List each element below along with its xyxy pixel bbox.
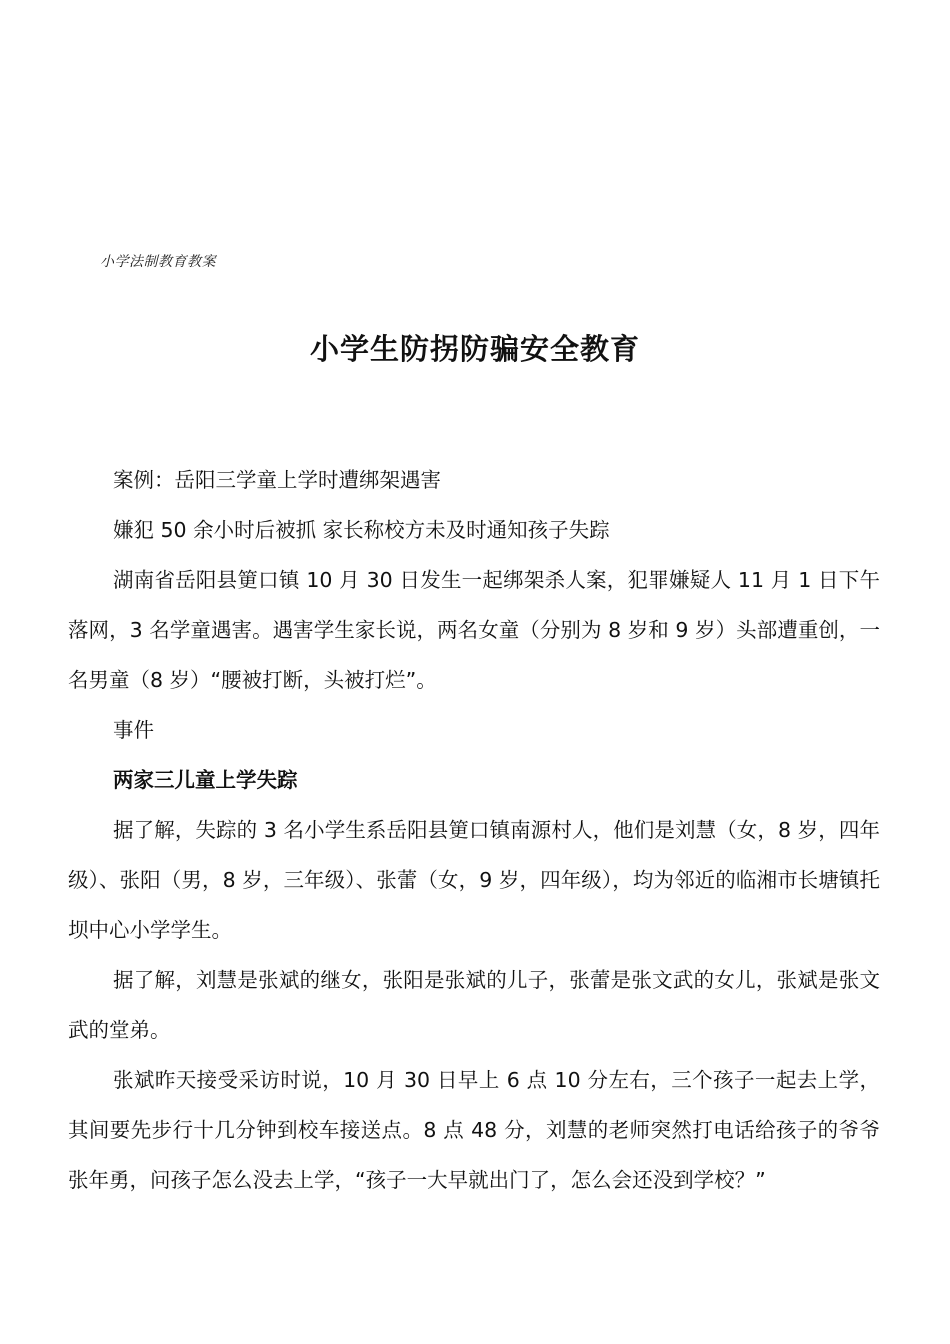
section-label: 事件 <box>113 718 154 742</box>
document-title: 小学生防拐防骗安全教育 <box>309 332 640 366</box>
body-paragraph: 据了解，失踪的 3 名小学生系岳阳县筻口镇南源村人，他们是刘慧（女，8 岁，四年级）、张阳（男，8 岁，三年级）、张蕾（女，9 岁，四年级），均为邻近的临湘市长塘镇托坝中心小学学生。 <box>68 818 880 942</box>
header-note: 小学法制教育教案 <box>100 254 216 270</box>
section-heading: 两家三儿童上学失踪 <box>113 768 298 792</box>
body-paragraph: 据了解，刘慧是张斌的继女，张阳是张斌的儿子，张蕾是张文武的女儿，张斌是张文武的堂弟。 <box>68 968 880 1042</box>
case-subheading: 嫌犯 50 余小时后被抓 家长称校方未及时通知孩子失踪 <box>113 518 610 542</box>
body-paragraph: 张斌昨天接受采访时说，10 月 30 日早上 6 点 10 分左右，三个孩子一起去上学，其间要先步行十几分钟到校车接送点。8 点 48 分，刘慧的老师突然打电话给孩子的爷爷张年勇，问孩子怎么没去上学，“孩子一大早就出门了，怎么会还没到学校？” <box>68 1068 880 1192</box>
document-body <box>68 455 880 1205</box>
case-heading: 案例：岳阳三学童上学时遭绑架遇害 <box>113 468 441 492</box>
body-paragraph: 湖南省岳阳县筻口镇 10 月 30 日发生一起绑架杀人案，犯罪嫌疑人 11 月 1 日下午落网，3 名学童遇害。遇害学生家长说，两名女童（分别为 8 岁和 9 岁）头部遭重创，一名男童（8 岁）“腰被打断，头被打烂”。 <box>68 568 880 692</box>
